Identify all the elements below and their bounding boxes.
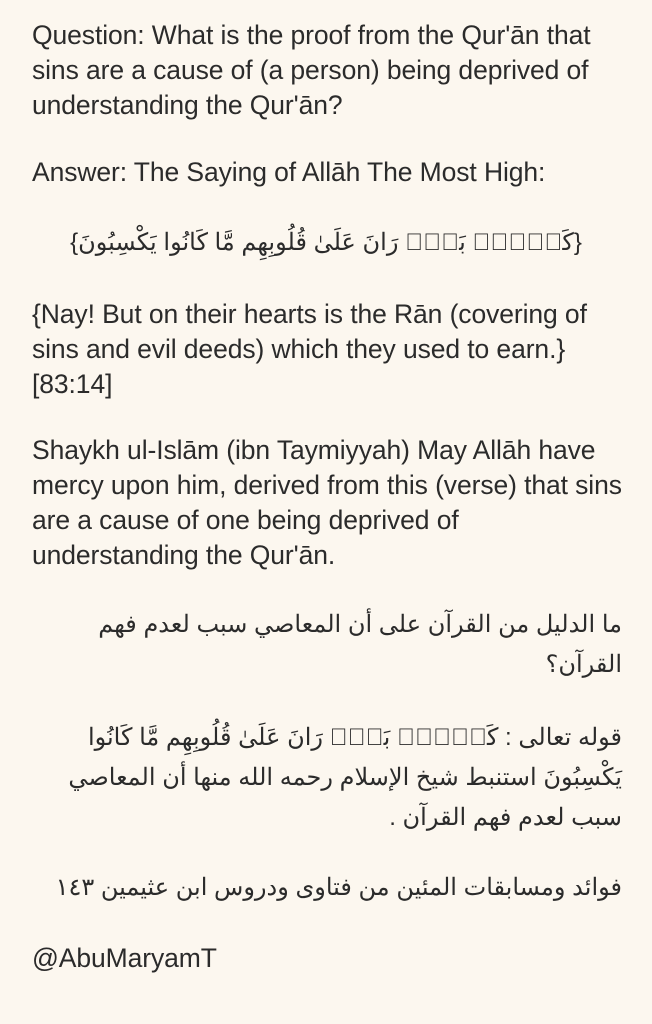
arabic-question: ما الدليل من القرآن على أن المعاصي سبب لعدم فهم القرآن؟ (98, 611, 622, 678)
verse-arabic: {كَلَّاۖ بَلْۜ رَانَ عَلَىٰ قُلُوبِهِم مَّا كَانُوا يَكْسِبُونَ} (70, 229, 582, 256)
author-handle: @AbuMaryamT (32, 943, 217, 973)
commentary-text: Shaykh ul-Islām (ibn Taymiyyah) May Allāh have mercy upon him, derived from this (verse) that sins are a cause of one being deprived of understanding the Qur'ān. (32, 435, 622, 570)
answer-text: Answer: The Saying of Allāh The Most High: (32, 157, 546, 187)
verse-translation: {Nay! But on their hearts is the Rān (covering of sins and evil deeds) which they used to earn.} [83:14] (32, 299, 587, 399)
question-text: Question: What is the proof from the Qur'ān that sins are a cause of (a person) being deprived of understanding the Qur'ān? (32, 20, 591, 120)
source-reference: فوائد ومسابقات المئين من فتاوى ودروس ابن عثيمين ١٤٣ (55, 874, 622, 901)
arabic-answer: قوله تعالى : كَلَّاۖ بَلْۜ رَانَ عَلَىٰ قُلُوبِهِم مَّا كَانُوا يَكْسِبُونَ استنبط شيخ الإسلام رحمه الله منها أن المعاصي سبب لعدم فهم القرآن . (68, 724, 622, 831)
